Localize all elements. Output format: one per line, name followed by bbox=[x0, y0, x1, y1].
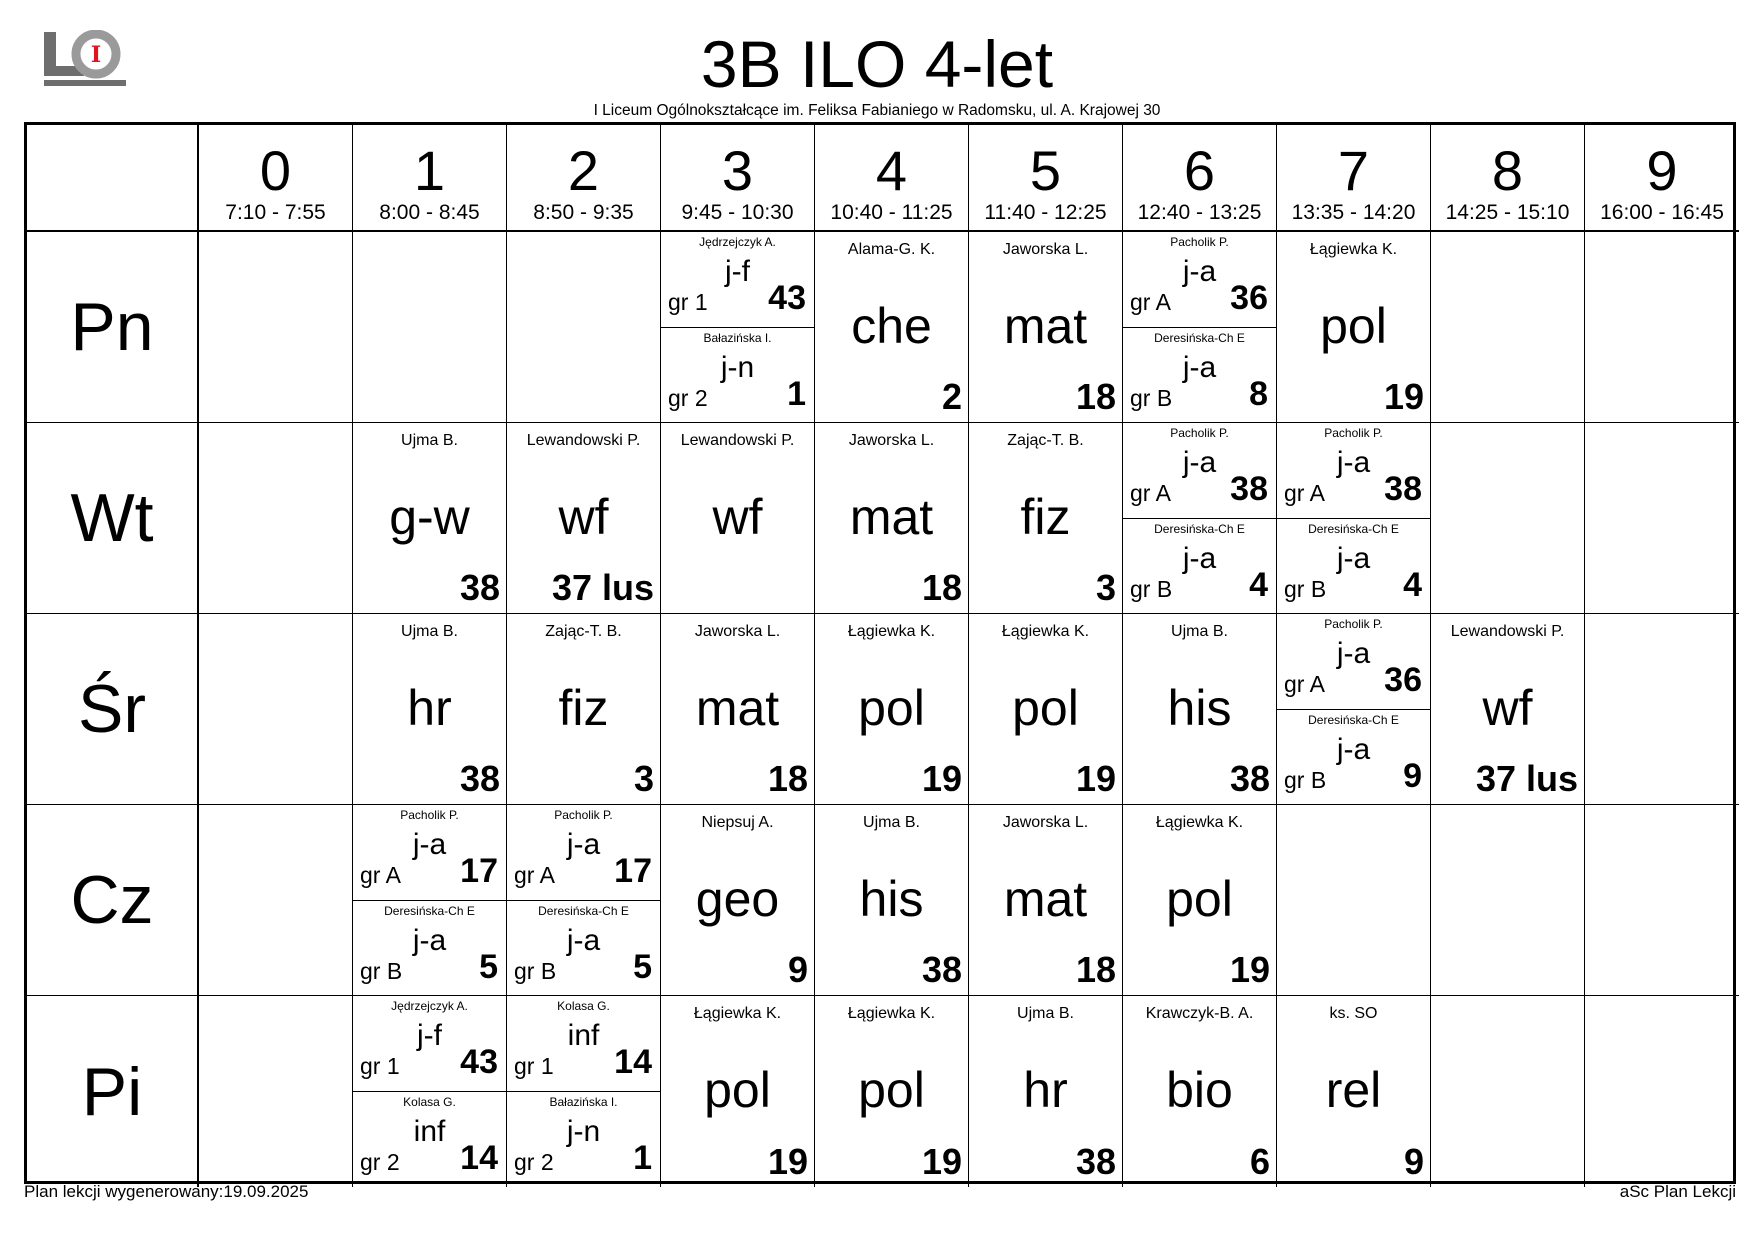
room-number: 17 bbox=[460, 852, 498, 890]
page-title: 3B ILO 4-let bbox=[700, 27, 1054, 101]
teacher-name: Jaworska L. bbox=[694, 623, 781, 640]
group-label: gr 2 bbox=[360, 1149, 400, 1175]
teacher-name: Ujma B. bbox=[1017, 1005, 1074, 1022]
room-number: 18 bbox=[1075, 376, 1116, 417]
subject-name: wf bbox=[558, 489, 609, 545]
group-lesson bbox=[353, 996, 506, 1092]
teacher-name: Pacholik P. bbox=[1324, 426, 1383, 440]
group-lesson bbox=[661, 328, 814, 423]
room-number: 19 bbox=[921, 758, 962, 799]
group-label: gr B bbox=[360, 958, 403, 984]
empty-cell bbox=[1585, 232, 1739, 423]
day-label: Cz bbox=[70, 862, 154, 938]
teacher-name: Łągiewka K. bbox=[847, 623, 936, 640]
subject-name: j-f bbox=[417, 1019, 442, 1052]
room-number: 38 bbox=[921, 949, 962, 990]
room-number: 9 bbox=[787, 949, 808, 990]
room-number: 19 bbox=[767, 1141, 808, 1182]
empty-cell bbox=[1431, 423, 1585, 614]
room-number: 1 bbox=[787, 375, 806, 413]
lesson-cell bbox=[1277, 232, 1431, 423]
subject-name: j-f bbox=[725, 255, 750, 288]
period-header bbox=[1123, 125, 1277, 232]
period-time: 16:00 - 16:45 bbox=[1600, 201, 1724, 224]
subject-name: j-a bbox=[412, 924, 447, 957]
subject-name: pol bbox=[858, 1062, 925, 1118]
room-number: 38 bbox=[1229, 758, 1270, 799]
group-label: gr 2 bbox=[514, 1149, 554, 1175]
subject-name: his bbox=[1167, 680, 1232, 736]
teacher-name: Deresińska-Ch E bbox=[1154, 331, 1245, 345]
empty-cell bbox=[1585, 614, 1739, 805]
room-number: 9 bbox=[1403, 757, 1422, 795]
room-number: 2 bbox=[941, 376, 962, 417]
room-number: 38 bbox=[459, 567, 500, 608]
subject-name: j-n bbox=[720, 351, 755, 384]
teacher-name: Łągiewka K. bbox=[1155, 814, 1244, 831]
teacher-name: Kolasa G. bbox=[557, 999, 610, 1013]
lesson-cell bbox=[815, 423, 969, 614]
empty-cell bbox=[199, 423, 353, 614]
subject-name: hr bbox=[407, 680, 452, 736]
subject-name: fiz bbox=[1020, 489, 1071, 545]
group-label: gr 1 bbox=[360, 1053, 400, 1079]
room-number: 19 bbox=[1383, 376, 1424, 417]
subject-name: wf bbox=[712, 489, 763, 545]
lesson-cell bbox=[969, 423, 1123, 614]
teacher-name: Pacholik P. bbox=[1170, 235, 1229, 249]
day-label: Wt bbox=[70, 480, 154, 556]
group-lesson bbox=[507, 996, 660, 1092]
subject-name: che bbox=[851, 298, 932, 354]
subject-name: j-a bbox=[566, 828, 601, 861]
group-lesson bbox=[1123, 232, 1276, 328]
lesson-cell bbox=[969, 996, 1123, 1187]
lesson-cell bbox=[353, 423, 507, 614]
teacher-name: Łągiewka K. bbox=[1309, 241, 1398, 258]
room-number: 38 bbox=[1384, 470, 1422, 508]
teacher-name: Ujma B. bbox=[1171, 623, 1228, 640]
period-number: 5 bbox=[1029, 139, 1062, 202]
subject-name: inf bbox=[567, 1019, 600, 1052]
lesson-cell bbox=[1277, 996, 1431, 1187]
lesson-cell bbox=[507, 614, 661, 805]
day-label: Śr bbox=[78, 671, 146, 747]
teacher-name: Pacholik P. bbox=[1170, 426, 1229, 440]
lesson-cell bbox=[1431, 614, 1585, 805]
lesson-cell bbox=[1123, 996, 1277, 1187]
subject-name: j-a bbox=[1182, 255, 1217, 288]
teacher-name: Niepsuj A. bbox=[701, 814, 774, 831]
period-time: 8:00 - 8:45 bbox=[379, 201, 480, 224]
teacher-name: Pacholik P. bbox=[554, 808, 613, 822]
period-number: 7 bbox=[1337, 139, 1370, 202]
period-time: 8:50 - 9:35 bbox=[533, 201, 634, 224]
room-number: 19 bbox=[1229, 949, 1270, 990]
teacher-name: Deresińska-Ch E bbox=[1308, 713, 1399, 727]
room-number: 38 bbox=[1075, 1141, 1116, 1182]
room-number: 14 bbox=[460, 1139, 498, 1177]
teacher-name: Zając-T. B. bbox=[545, 623, 622, 640]
room-number: 43 bbox=[768, 279, 806, 317]
group-label: gr B bbox=[1284, 767, 1327, 793]
lesson-cell bbox=[969, 232, 1123, 423]
day-cell bbox=[27, 423, 199, 614]
period-number: 1 bbox=[413, 139, 446, 202]
group-lesson bbox=[507, 805, 660, 901]
subject-name: j-a bbox=[1336, 542, 1371, 575]
group-label: gr A bbox=[514, 862, 555, 888]
subject-name: g-w bbox=[389, 489, 470, 545]
teacher-name: Jędrzejczyk A. bbox=[699, 235, 776, 249]
group-lesson bbox=[1277, 423, 1430, 519]
subject-name: pol bbox=[1166, 871, 1233, 927]
logo-letter: I bbox=[90, 42, 102, 68]
group-lesson bbox=[507, 901, 660, 996]
subject-name: geo bbox=[695, 871, 780, 927]
teacher-name: Krawczyk-B. A. bbox=[1145, 1005, 1254, 1022]
group-lesson bbox=[1277, 519, 1430, 614]
room-number: 38 bbox=[459, 758, 500, 799]
subject-name: rel bbox=[1325, 1062, 1382, 1118]
lesson-cell bbox=[969, 614, 1123, 805]
group-label: gr B bbox=[1130, 385, 1173, 411]
room-number: 4 bbox=[1249, 566, 1268, 604]
period-header bbox=[353, 125, 507, 232]
teacher-name: Jaworska L. bbox=[848, 432, 935, 449]
day-label: Pn bbox=[70, 289, 154, 365]
teacher-name: Lewandowski P. bbox=[526, 432, 641, 449]
period-number: 3 bbox=[721, 139, 754, 202]
subject-name: inf bbox=[413, 1115, 446, 1148]
subject-name: pol bbox=[858, 680, 925, 736]
day-cell bbox=[27, 996, 199, 1187]
lesson-cell bbox=[661, 232, 815, 423]
room-number: 3 bbox=[1095, 567, 1116, 608]
room-number: 37 lus bbox=[1475, 758, 1578, 799]
subject-name: fiz bbox=[558, 680, 609, 736]
teacher-name: Deresińska-Ch E bbox=[1154, 522, 1245, 536]
lesson-cell bbox=[353, 996, 507, 1187]
period-header bbox=[507, 125, 661, 232]
period-time: 13:35 - 14:20 bbox=[1291, 201, 1416, 224]
timetable-grid bbox=[24, 122, 1736, 1184]
empty-cell bbox=[1585, 423, 1739, 614]
subject-name: mat bbox=[695, 680, 780, 736]
room-number: 18 bbox=[921, 567, 962, 608]
period-time: 10:40 - 11:25 bbox=[830, 201, 953, 224]
teacher-name: Ujma B. bbox=[401, 432, 458, 449]
room-number: 19 bbox=[1075, 758, 1116, 799]
period-header bbox=[815, 125, 969, 232]
room-number: 36 bbox=[1230, 279, 1268, 317]
room-number: 17 bbox=[614, 852, 652, 890]
day-cell bbox=[27, 232, 199, 423]
period-header bbox=[1585, 125, 1739, 232]
day-cell bbox=[27, 805, 199, 996]
period-number: 9 bbox=[1646, 139, 1678, 202]
subject-name: j-a bbox=[1336, 733, 1371, 766]
teacher-name: ks. SO bbox=[1329, 1005, 1378, 1022]
empty-cell bbox=[199, 232, 353, 423]
period-time: 14:25 - 15:10 bbox=[1445, 201, 1570, 224]
teacher-name: Ujma B. bbox=[863, 814, 920, 831]
room-number: 43 bbox=[460, 1043, 498, 1081]
room-number: 1 bbox=[633, 1139, 652, 1177]
subject-name: j-a bbox=[1182, 542, 1217, 575]
period-time: 9:45 - 10:30 bbox=[681, 201, 794, 224]
group-label: gr A bbox=[1284, 671, 1325, 697]
subject-name: mat bbox=[1003, 871, 1088, 927]
teacher-name: Pacholik P. bbox=[400, 808, 459, 822]
teacher-name: Kolasa G. bbox=[403, 1095, 456, 1109]
subject-name: mat bbox=[849, 489, 934, 545]
lesson-cell bbox=[661, 614, 815, 805]
empty-cell bbox=[199, 805, 353, 996]
period-number: 4 bbox=[875, 139, 908, 202]
room-number: 18 bbox=[1075, 949, 1116, 990]
teacher-name: Deresińska-Ch E bbox=[1308, 522, 1399, 536]
group-lesson bbox=[1277, 614, 1430, 710]
empty-cell bbox=[1431, 232, 1585, 423]
teacher-name: Jaworska L. bbox=[1002, 241, 1089, 258]
group-label: gr 2 bbox=[668, 385, 708, 411]
room-number: 38 bbox=[1230, 470, 1268, 508]
group-label: gr A bbox=[1130, 289, 1171, 315]
subject-name: mat bbox=[1003, 298, 1088, 354]
teacher-name: Pacholik P. bbox=[1324, 617, 1383, 631]
subject-name: j-a bbox=[1182, 446, 1217, 479]
room-number: 5 bbox=[479, 948, 498, 986]
lesson-cell bbox=[1277, 423, 1431, 614]
teacher-name: Lewandowski P. bbox=[1450, 623, 1565, 640]
lesson-cell bbox=[1123, 614, 1277, 805]
lesson-cell bbox=[1123, 423, 1277, 614]
subject-name: j-a bbox=[1336, 637, 1371, 670]
empty-cell bbox=[1277, 805, 1431, 996]
period-header bbox=[969, 125, 1123, 232]
subject-name: hr bbox=[1023, 1062, 1068, 1118]
period-number: 8 bbox=[1491, 139, 1524, 202]
empty-cell bbox=[1585, 996, 1739, 1187]
period-header bbox=[199, 125, 353, 232]
teacher-name: Deresińska-Ch E bbox=[538, 904, 629, 918]
subject-name: wf bbox=[1482, 680, 1533, 736]
group-label: gr A bbox=[1130, 480, 1171, 506]
empty-cell bbox=[1431, 805, 1585, 996]
room-number: 37 lus bbox=[551, 567, 654, 608]
teacher-name: Bałazińska I. bbox=[703, 331, 772, 345]
teacher-name: Deresińska-Ch E bbox=[384, 904, 475, 918]
group-label: gr 1 bbox=[514, 1053, 554, 1079]
period-time: 7:10 - 7:55 bbox=[225, 201, 326, 224]
school-address: I Liceum Ogólnokształcące im. Feliksa Fabianiego w Radomsku, ul. A. Krajowej 30 bbox=[593, 102, 1161, 119]
group-label: gr 1 bbox=[668, 289, 708, 315]
teacher-name: Bałazińska I. bbox=[549, 1095, 618, 1109]
period-time: 11:40 - 12:25 bbox=[984, 201, 1107, 224]
subject-name: j-a bbox=[1182, 351, 1217, 384]
lesson-cell bbox=[1277, 614, 1431, 805]
lesson-cell bbox=[815, 805, 969, 996]
group-lesson bbox=[507, 1092, 660, 1187]
subject-name: j-a bbox=[566, 924, 601, 957]
day-cell bbox=[27, 614, 199, 805]
group-lesson bbox=[353, 901, 506, 996]
period-header bbox=[1277, 125, 1431, 232]
lesson-cell bbox=[815, 232, 969, 423]
lesson-cell bbox=[353, 805, 507, 996]
lesson-cell bbox=[507, 996, 661, 1187]
period-number: 6 bbox=[1183, 139, 1216, 202]
lesson-cell bbox=[353, 614, 507, 805]
teacher-name: Zając-T. B. bbox=[1007, 432, 1084, 449]
subject-name: his bbox=[859, 871, 924, 927]
room-number: 19 bbox=[921, 1141, 962, 1182]
empty-cell bbox=[1585, 805, 1739, 996]
subject-name: pol bbox=[1012, 680, 1079, 736]
lesson-cell bbox=[507, 423, 661, 614]
subject-name: j-a bbox=[1336, 446, 1371, 479]
group-lesson bbox=[1123, 328, 1276, 423]
group-lesson bbox=[1123, 423, 1276, 519]
group-label: gr B bbox=[1130, 576, 1173, 602]
teacher-name: Jędrzejczyk A. bbox=[391, 999, 468, 1013]
teacher-name: Łągiewka K. bbox=[1001, 623, 1090, 640]
group-lesson bbox=[1123, 519, 1276, 614]
lesson-cell bbox=[969, 805, 1123, 996]
lesson-cell bbox=[661, 996, 815, 1187]
room-number: 4 bbox=[1403, 566, 1422, 604]
corner-cell bbox=[27, 125, 199, 232]
lesson-cell bbox=[661, 805, 815, 996]
teacher-name: Ujma B. bbox=[401, 623, 458, 640]
empty-cell bbox=[1431, 996, 1585, 1187]
subject-name: bio bbox=[1166, 1062, 1233, 1118]
room-number: 14 bbox=[614, 1043, 652, 1081]
software-credit: aSc Plan Lekcji bbox=[1619, 1182, 1736, 1201]
lesson-cell bbox=[661, 423, 815, 614]
period-number: 2 bbox=[567, 139, 600, 202]
empty-cell bbox=[353, 232, 507, 423]
group-label: gr B bbox=[1284, 576, 1327, 602]
group-lesson bbox=[661, 232, 814, 328]
lesson-cell bbox=[1123, 805, 1277, 996]
subject-name: pol bbox=[704, 1062, 771, 1118]
empty-cell bbox=[199, 614, 353, 805]
teacher-name: Jaworska L. bbox=[1002, 814, 1089, 831]
group-label: gr A bbox=[360, 862, 401, 888]
room-number: 3 bbox=[633, 758, 654, 799]
group-lesson bbox=[1277, 710, 1430, 805]
group-label: gr A bbox=[1284, 480, 1325, 506]
group-lesson bbox=[353, 805, 506, 901]
subject-name: j-n bbox=[566, 1115, 601, 1148]
period-time: 12:40 - 13:25 bbox=[1137, 201, 1262, 224]
room-number: 18 bbox=[767, 758, 808, 799]
group-lesson bbox=[353, 1092, 506, 1187]
teacher-name: Łągiewka K. bbox=[847, 1005, 936, 1022]
room-number: 9 bbox=[1403, 1141, 1424, 1182]
room-number: 5 bbox=[633, 948, 652, 986]
room-number: 36 bbox=[1384, 661, 1422, 699]
period-header bbox=[1431, 125, 1585, 232]
generated-date: Plan lekcji wygenerowany:19.09.2025 bbox=[24, 1182, 309, 1201]
empty-cell bbox=[199, 996, 353, 1187]
lesson-cell bbox=[815, 996, 969, 1187]
room-number: 6 bbox=[1249, 1141, 1270, 1182]
period-header bbox=[661, 125, 815, 232]
group-label: gr B bbox=[514, 958, 557, 984]
teacher-name: Łągiewka K. bbox=[693, 1005, 782, 1022]
subject-name: j-a bbox=[412, 828, 447, 861]
room-number: 8 bbox=[1249, 375, 1268, 413]
empty-cell bbox=[507, 232, 661, 423]
lesson-cell bbox=[815, 614, 969, 805]
day-label: Pi bbox=[81, 1053, 143, 1130]
period-number: 0 bbox=[259, 139, 292, 202]
subject-name: pol bbox=[1320, 298, 1387, 354]
teacher-name: Lewandowski P. bbox=[680, 432, 795, 449]
lesson-cell bbox=[1123, 232, 1277, 423]
lesson-cell bbox=[507, 805, 661, 996]
teacher-name: Alama-G. K. bbox=[847, 241, 936, 258]
